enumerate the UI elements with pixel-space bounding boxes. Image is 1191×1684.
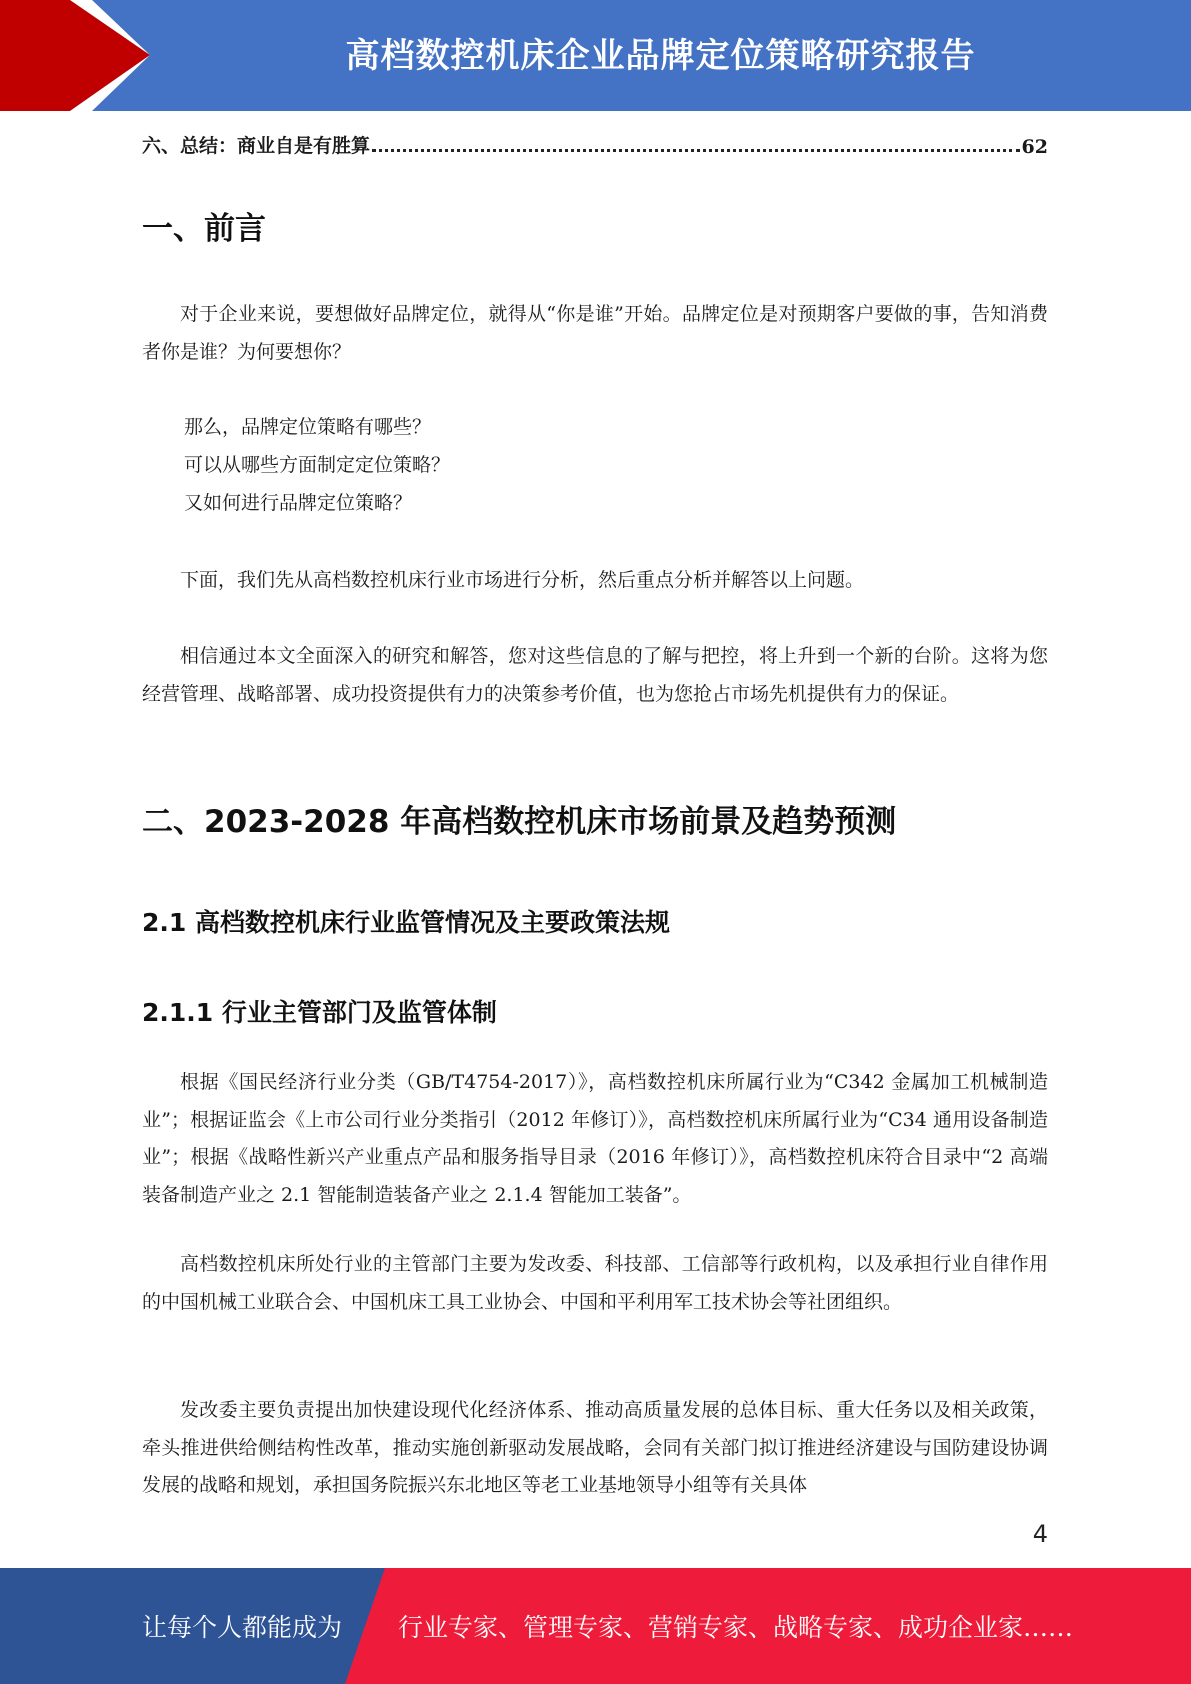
- preface-question-2: 可以从哪些方面制定定位策略？: [184, 454, 451, 476]
- toc-dot-leader: [372, 149, 1020, 152]
- page-header: [0, 0, 1191, 111]
- footer-slogan-left: 让每个人都能成为: [142, 1613, 343, 1642]
- preface-paragraph-3: 相信通过本文全面深入的研究和解答，您对这些信息的了解与把控，将上升到一个新的台阶。这将为您经营管理、战略部署、成功投资提供有力的决策参考价值，也为您抢占市场先机提供有力的保证。: [142, 645, 1048, 705]
- regulation-paragraph-1: 根据《国民经济行业分类（GB/T4754-2017）》，高档数控机床所属行业为“C342 金属加工机械制造业”；根据证监会《上市公司行业分类指引（2012 年修订）》，高档数控机床所属行业为“C34 通用设备制造业”；根据《战略性新兴产业重点产品和服务指导目录（2016 年修订）》，高档数控机床符合目录中“2 高端装备制造产业之 2.1 智能制造装备产业之 2.1.4 智能加工装备”。: [142, 1071, 1048, 1206]
- preface-paragraph-1: 对于企业来说，要想做好品牌定位，就得从“你是谁”开始。品牌定位是对预期客户要做的事，告知消费者你是谁？为何要想你？: [142, 303, 1048, 363]
- preface-paragraph-2: 下面，我们先从高档数控机床行业市场进行分析，然后重点分析并解答以上问题。: [180, 569, 865, 591]
- page-number: 4: [1032, 1520, 1048, 1548]
- section-heading-preface: 一、前言: [142, 211, 266, 247]
- toc-entry-label: 六、总结：商业自是有胜算: [142, 135, 371, 157]
- subsection-heading-2-1: 2.1 高档数控机床行业监管情况及主要政策法规: [142, 908, 670, 937]
- regulation-paragraph-3: 发改委主要负责提出加快建设现代化经济体系、推动高质量发展的总体目标、重大任务以及相关政策，牵头推进供给侧结构性改革，推动实施创新驱动发展战略，会同有关部门拟订推进经济建设与国防建设协调发展的战略和规划，承担国务院振兴东北地区等老工业基地领导小组等有关具体: [142, 1399, 1048, 1496]
- preface-question-3: 又如何进行品牌定位策略？: [184, 492, 413, 514]
- regulation-paragraph-2: 高档数控机床所处行业的主管部门主要为发改委、科技部、工信部等行政机构，以及承担行业自律作用的中国机械工业联合会、中国机床工具工业协会、中国和平利用军工技术协会等社团组织。: [142, 1253, 1048, 1313]
- section-heading-forecast: 二、2023-2028 年高档数控机床市场前景及趋势预测: [142, 804, 897, 840]
- toc-entry-page: 62: [1021, 136, 1048, 158]
- subsection-heading-2-1-1: 2.1.1 行业主管部门及监管体制: [142, 998, 497, 1027]
- preface-question-1: 那么，品牌定位策略有哪些？: [184, 416, 432, 438]
- footer-slogan-right: 行业专家、管理专家、营销专家、战略专家、成功企业家……: [398, 1613, 1074, 1642]
- header-title: 高档数控机床企业品牌定位策略研究报告: [345, 36, 976, 76]
- page-footer: [0, 1568, 1191, 1684]
- toc-entry[interactable]: [142, 130, 1048, 158]
